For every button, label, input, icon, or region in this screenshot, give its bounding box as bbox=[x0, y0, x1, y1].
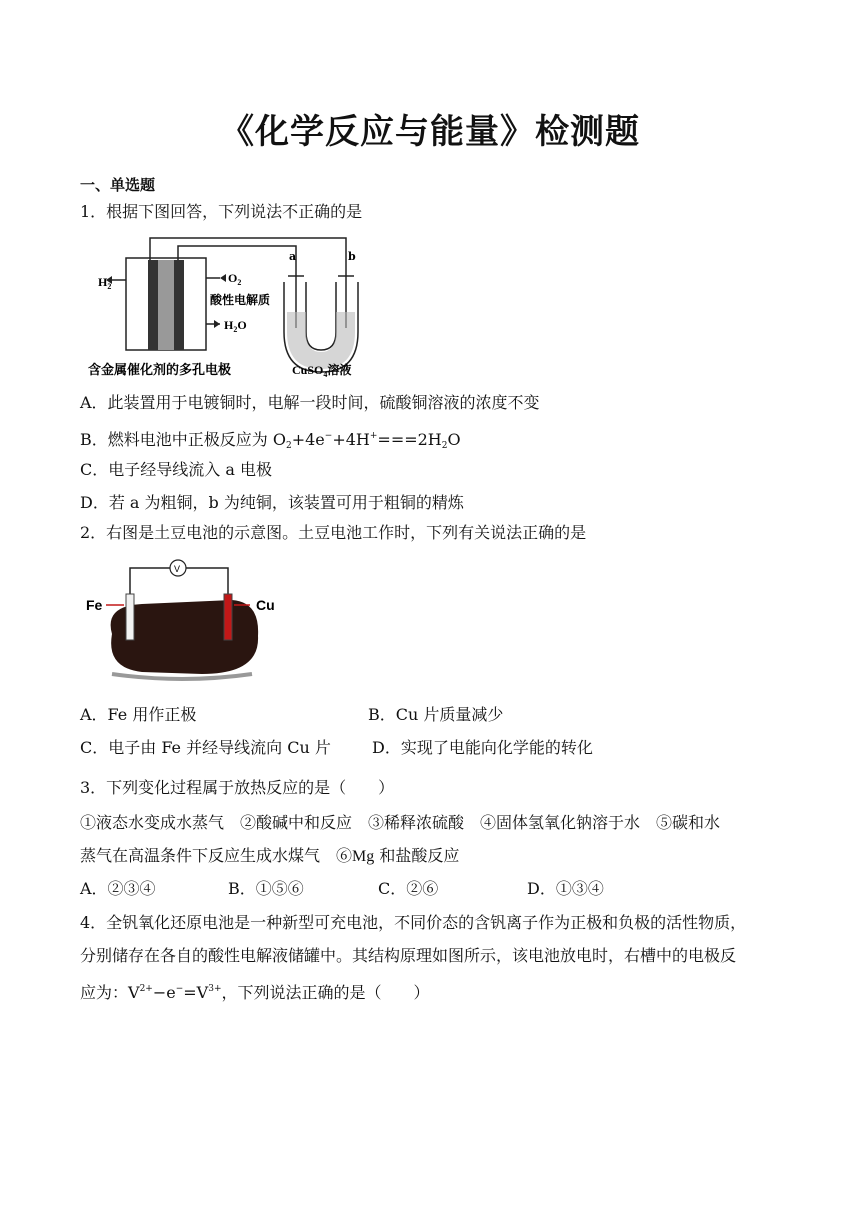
q1-option-b: B．燃料电池中正极反应为 $O_2+4e^-+4H^+===2H_2O$ bbox=[80, 430, 461, 451]
electrode-b-label: b bbox=[348, 250, 356, 263]
q3-option-d: D．①③④ bbox=[527, 879, 604, 898]
svg-text:H2O: $H_2O$ bbox=[224, 318, 247, 334]
q3-option-a: A．②③④ bbox=[80, 879, 156, 898]
h2-label: H bbox=[98, 275, 108, 289]
q3-stem: 3．下列变化过程属于放热反应的是（ ） bbox=[80, 778, 395, 797]
q1-option-a: A．此装置用于电镀铜时，电解一段时间，硫酸铜溶液的浓度不变 bbox=[80, 393, 540, 412]
svg-text:O2: $O_2$ bbox=[228, 271, 242, 287]
electrode-a-label: a bbox=[289, 250, 297, 263]
page-title: 《化学反应与能量》检测题 bbox=[220, 112, 640, 152]
voltmeter-label: V bbox=[174, 564, 181, 574]
q2-option-b: B．Cu 片质量减少 bbox=[368, 705, 504, 724]
q2-option-a: A．Fe 用作正极 bbox=[80, 705, 197, 724]
electrode-caption: 含金属催化剂的多孔电极 bbox=[88, 363, 232, 378]
q4-line2: 分别储存在各自的酸性电解液储罐中。其结构原理如图所示，该电池放电时，右槽中的电极反 bbox=[80, 946, 737, 965]
section-heading: 一、单选题 bbox=[80, 176, 156, 194]
o2-label: O bbox=[228, 271, 238, 285]
fuel-cell-electrolysis-figure bbox=[86, 232, 376, 380]
q1-option-c: C．电子经导线流入 a 电极 bbox=[80, 460, 272, 479]
q4-line3: 应为：$V^{2+}-e^-=V^{3+}$，下列说法正确的是（ ） bbox=[80, 983, 430, 1002]
q3-items-line2: 蒸气在高温条件下反应生成水煤气 ⑥Mg 和盐酸反应 bbox=[80, 846, 460, 865]
electrolyte-label: 酸性电解质 bbox=[210, 293, 271, 307]
svg-text:CuSO4溶液: CuSO$_4$溶液 bbox=[292, 363, 352, 379]
q2-option-c: C．电子由 Fe 并经导线流向 Cu 片 bbox=[80, 738, 331, 757]
q3-option-c: C．②⑥ bbox=[378, 879, 439, 898]
cu-label: Cu bbox=[256, 597, 275, 613]
q3-option-b: B．①⑤⑥ bbox=[228, 879, 304, 898]
fe-label: Fe bbox=[86, 597, 103, 613]
h2o-label: H bbox=[224, 318, 234, 332]
q2-stem: 2．右图是土豆电池的示意图。土豆电池工作时，下列有关说法正确的是 bbox=[80, 523, 587, 542]
q1-stem: 1．根据下图回答，下列说法不正确的是 bbox=[80, 202, 363, 221]
q4-line1: 4．全钒氧化还原电池是一种新型可充电池，不同价态的含钒离子作为正极和负极的活性物质， bbox=[80, 913, 747, 932]
q2-option-d: D．实现了电能向化学能的转化 bbox=[372, 738, 593, 757]
svg-text:H2: $H_2$ bbox=[98, 275, 112, 291]
cuso4-label: CuSO bbox=[292, 363, 324, 377]
potato-battery-figure bbox=[82, 556, 282, 686]
q3-items-line1: ①液态水变成水蒸气 ②酸碱中和反应 ③稀释浓硫酸 ④固体氢氧化钠溶于水 ⑤碳和水 bbox=[80, 813, 721, 832]
q1-option-d: D．若 a 为粗铜，b 为纯铜，该装置可用于粗铜的精炼 bbox=[80, 493, 464, 512]
